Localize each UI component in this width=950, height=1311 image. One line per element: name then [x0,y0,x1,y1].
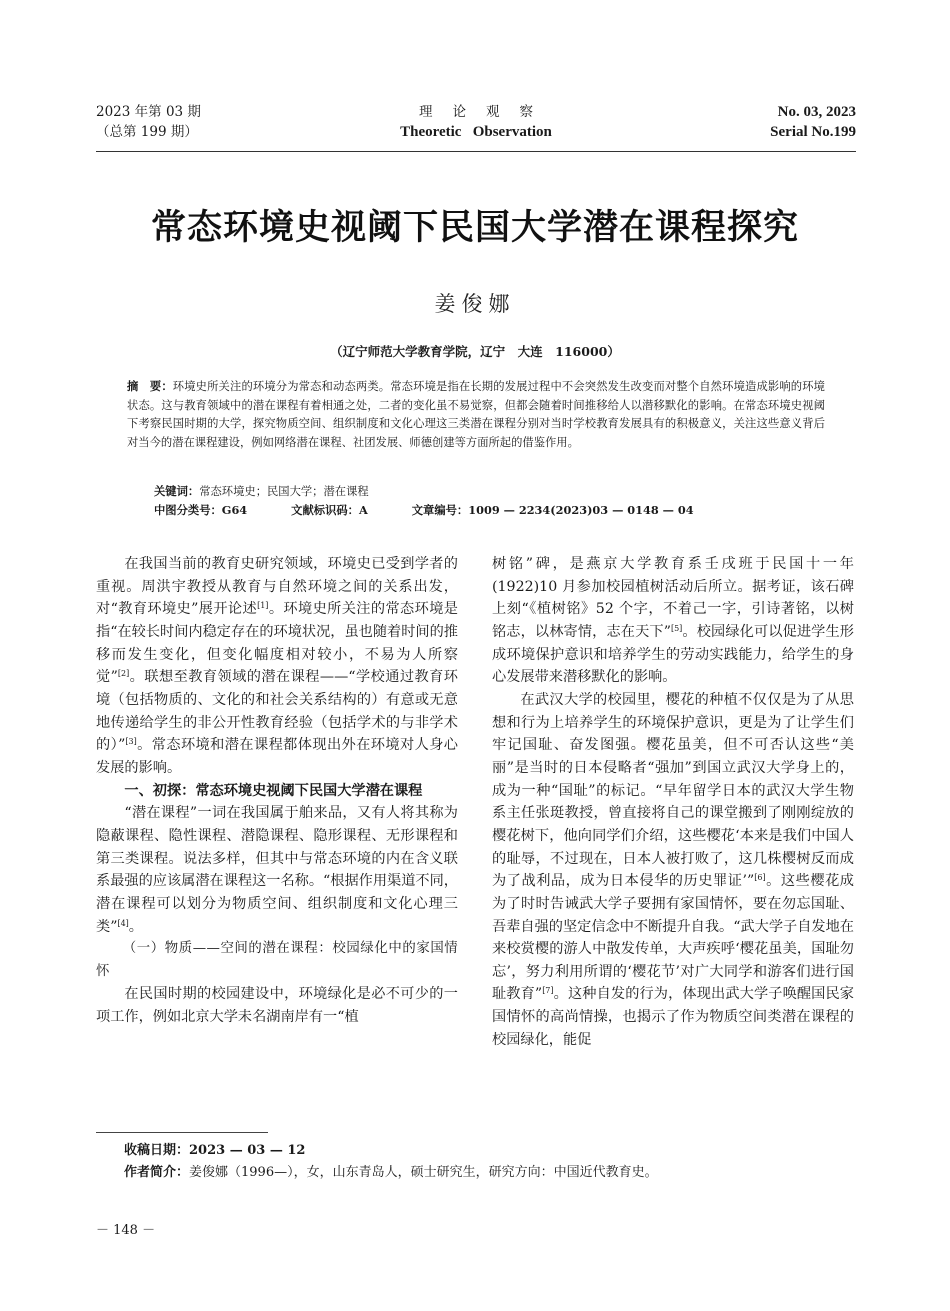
article-number-label: 文章编号： [411,503,469,517]
classification-line [154,501,694,520]
text: 。 [128,918,143,935]
journal-name-en: Theoretic Observation [400,124,552,140]
keywords-label: 关键词： [154,484,200,498]
section-heading-1: 一、初探：常态环境史视阈下民国大学潜在课程 [124,782,423,799]
clc-label: 中图分类号： [154,503,222,517]
text: 。联想至教育领域的潜在课程——“学校通过教育环境（包括物质的、文化的和社会关系结构的）有意或无意地传递给学生的非公开性教育经验（包括学术的与非学术的）” [96,669,458,754]
paragraph [96,553,458,780]
text: 。这些樱花成为了时时告诫武大学子要拥有家国情怀，要在勿忘国耻、吾辈自强的坚定信念中不断提升自我。“武大学子自发地在来校赏樱的游人中散发传单，大声疾呼‘樱花虽美，国耻勿忘’，努力利用所谓的‘樱花节’对广大同学和游客们进行国耻教育” [492,873,854,1003]
header-rule [96,151,856,152]
journal-name-cn: 理论观察 [419,104,553,120]
received-label: 收稿日期： [124,1143,190,1158]
text: 在武汉大学的校园里，樱花的种植不仅仅是为了从思想和行为上培养学生的环境保护意识，更是为了让学生们牢记国耻、奋发图强。樱花虽美，但不可否认这些“美丽”是当时的日本侵略者“强加”到国立武汉大学身上的，成为一种“国耻”的标记。“早年留学日本的武汉大学生物系主任张珽教授，曾直接将自己的课堂搬到了刚刚绽放的樱花树下，他向同学们介绍，这些樱花‘本来是我们中国人的耻辱，不过现在，日本人被打败了，这几株樱树反而成为了战利品，成为日本侵华的历史罪证’” [492,691,854,890]
author-name: 姜俊娜 [434,292,516,316]
header-issue-en [770,102,856,142]
paragraph: 在民国时期的校园建设中，环境绿化是必不可少的一项工作，例如北京大学未名湖南岸有一“植 [96,986,458,1026]
citation: [1] [257,601,269,611]
abstract-text: 环境史所关注的环境分为常态和动态两类。常态环境是指在长期的发展过程中不会突然发生改变而对整个自然环境造成影响的环境状态。这与教育领域中的潜在课程有着相通之处，二者的变化虽不易觉察，但都会随着时间推移给人以潜移默化的影响。在常态环境史视阈下考察民国时期的大学，探究物质空间、组织制度和文化心理这三类潜在课程分别对当时学校教育发展具有的积极意义，关注这些意义背后对当今的潜在课程建设，例如网络潜在课程、社团发展、师德创建等方面所起的借鉴作用。 [127,380,825,449]
received-date [124,1141,305,1161]
paper-title: 常态环境史视阈下民国大学潜在课程探究 [150,208,799,248]
abstract [127,377,825,452]
text: 树铭”碑，是燕京大学教育系壬戌班于民国十一年(1922)10 月参加校园植树活动后所立。据考证，该石碑上刻“《植树铭》52 个字，不着己一字，引诗著铭，以树铭志，以林寄情，志在天下” [492,556,854,640]
text: “潜在课程”一词在我国属于舶来品，又有人将其称为隐蔽课程、隐性课程、潜隐课程、隐形课程、无形课程和第三类课程。说法多样，但其中与常态环境的内在含义联系最强的应该属潜在课程这一名称。“根据作用渠道不同，潜在课程可以划分为物质空间、组织制度和文化心理三类” [96,805,458,935]
doc-code-label: 文献标识码： [291,503,359,517]
issue-cn: 2023 年第 03 期 [96,104,201,120]
citation: [2] [117,669,130,679]
serial-en: Serial No.199 [770,124,856,140]
received-value: 2023 — 03 — 12 [189,1143,306,1158]
citation: [4] [117,918,129,928]
doc-code-value: A [358,503,368,517]
citation: [3] [125,737,137,747]
paragraph [492,689,854,1052]
running-header [96,102,856,146]
text: 。这种自发的行为，体现出武大学子唤醒国民家国情怀的高尚情操，也揭示了作为物质空间类潜在课程的校园绿化，能促 [492,986,854,1048]
citation: [7] [542,986,554,996]
author-bio [124,1163,658,1183]
paragraph [96,802,458,938]
text: 。环境史所关注的常态环境是指“在较长时间内稳定存在的环境状况，虽也随着时间的推移而发生变化，但变化幅度相对较小，不易为人所察觉” [96,601,458,686]
body-column-right [492,553,854,1051]
body-column-left [96,553,458,1029]
citation: [6] [754,873,766,883]
keywords [154,482,369,501]
text: 。常态环境和潜在课程都体现出外在环境对人身心发展的影响。 [96,737,458,776]
issue-en: No. 03, 2023 [777,104,856,120]
paragraph [492,553,854,689]
keywords-text: 常态环境史；民国大学；潜在课程 [199,485,369,498]
serial-cn: （总第 199 期） [96,124,198,140]
page-number: － 148 － [96,1223,156,1238]
footnote-rule [96,1132,268,1133]
author-bio-label: 作者简介： [124,1165,190,1180]
clc-value: G64 [221,503,248,517]
citation: [5] [670,623,683,633]
author-bio-text: 姜俊娜（1996—），女，山东青岛人，硕士研究生，研究方向：中国近代教育史。 [189,1165,658,1180]
text: 。校园绿化可以促进学生形成环境保护意识和培养学生的劳动实践能力，给学生的身心发展带来潜移默化的影响。 [492,623,854,686]
article-number-value: 1009 — 2234(2023)03 — 0148 — 04 [468,503,694,517]
subsection-heading-1: （一）物质——空间的潜在课程：校园绿化中的家国情怀 [96,941,458,979]
affiliation: （辽宁师范大学教育学院，辽宁 大连 116000） [330,344,620,359]
header-journal [96,102,856,142]
text: 在我国当前的教育史研究领域，环境史已受到学者的重视。周洪宇教授从教育与自然环境之间的关系出发，对“教育环境史”展开论述 [96,556,458,618]
abstract-label: 摘 要： [127,379,173,393]
